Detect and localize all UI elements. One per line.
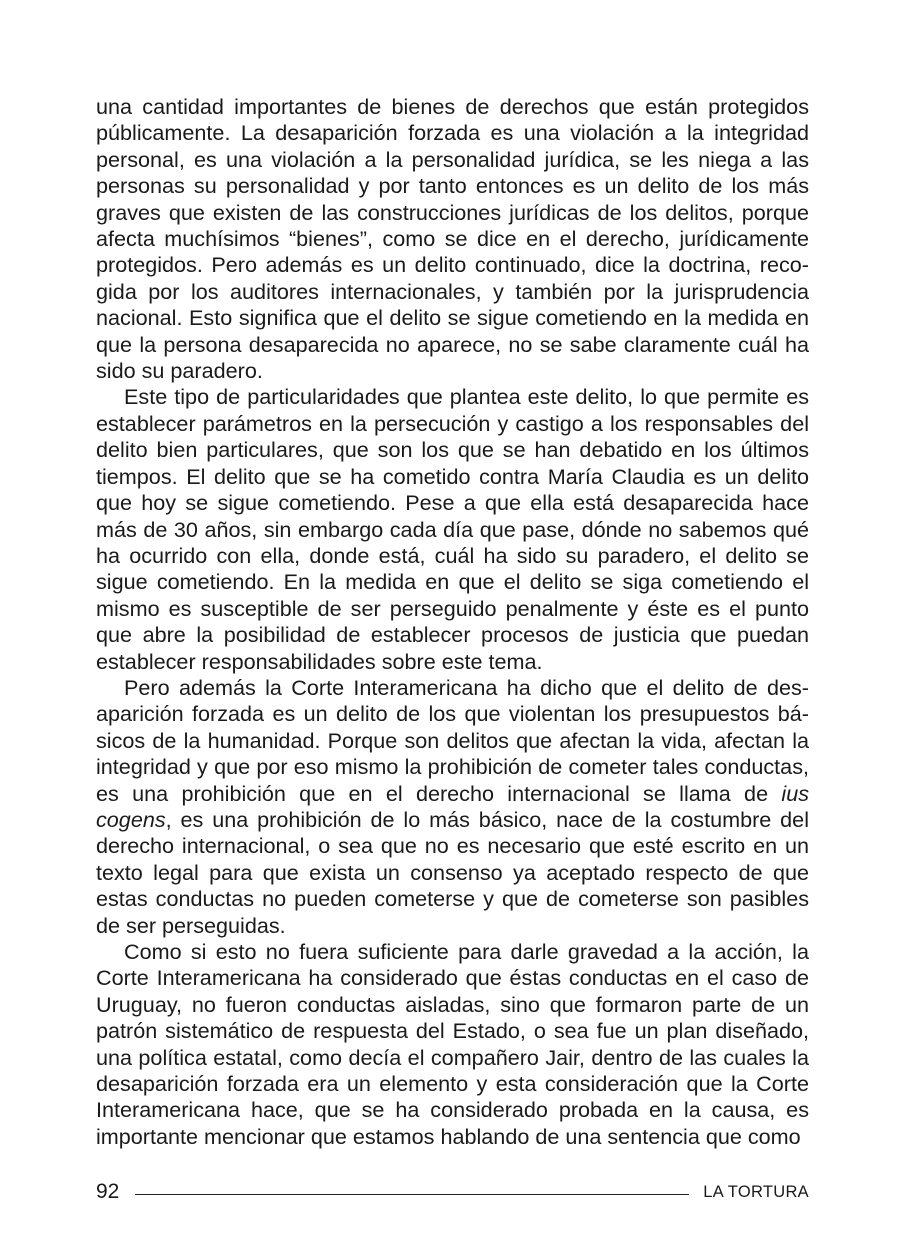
- page-body: [96, 94, 809, 1150]
- italic-term: ius cogens: [96, 780, 809, 832]
- paragraph: [96, 675, 809, 939]
- paragraph-text: Este tipo de particularidades que plantea este delito, lo que permite es establecer parámetros en la persecución y castigo a los responsables del delito bien particulares, que son los que se han debatido en los últimos tiempos. El delito que se ha cometido contra María Claudia es un delito que hoy se sigue cometiendo. Pese a que ella está desaparecida hace más de 30 años, sin embargo cada día que pase, dónde no sabemos qué ha ocurrido con ella, donde está, cuál ha sido su paradero, el delito se sigue cometiendo. En la medida en que el delito se siga cometiendo el mismo es susceptible de ser perseguido penalmente y éste es el punto que abre la posibilidad de establecer procesos de justicia que puedan establecer responsabilidades sobre este tema.: [96, 384, 809, 674]
- paragraph-text: Pero además la Corte Interamericana ha dicho que el delito de desaparición forzada es un delito de los que violentan los presupuestos básicos de la humanidad. Porque son delitos que afectan la vida, afectan la integridad y que por eso mismo la prohibición de cometer tales conductas, es una prohibición que en el derecho internacional se llama de: [96, 674, 809, 806]
- paragraph-text: Como si esto no fuera suficiente para darle gravedad a la acción, la Corte Interamericana ha considerado que éstas conductas en el caso de Uruguay, no fueron conductas aisladas, sino que formaron parte de un patrón sistemático de respuesta del Estado, o sea fue un plan diseñado, una política estatal, como decía el compañero Jair, dentro de las cuales la desaparición forzada era un elemento y esta consideración que la Corte Interamericana hace, que se ha considerado probada en la causa, es importante mencionar que estamos hablando de una sentencia que como: [96, 939, 809, 1149]
- paragraph: [96, 384, 809, 674]
- paragraph: [96, 939, 809, 1150]
- running-title: LA TORTURA: [703, 1182, 809, 1201]
- footer-rule: [135, 1194, 689, 1195]
- page-number: 92: [96, 1180, 120, 1203]
- paragraph-text: , es una prohibición de lo más básico, nace de la costumbre del derecho internacional, o sea que no es necesario que esté escrito en un texto legal para que exista un consenso ya aceptado respecto de que estas conductas no pueden cometerse y que de cometerse son pasibles de ser perseguidas.: [96, 806, 809, 938]
- paragraph: [96, 94, 809, 384]
- paragraph-text: una cantidad importantes de bienes de derechos que están protegidos públicamente. La desaparición forzada es una violación a la integridad personal, es una violación a la personalidad jurídica, se les niega a las personas su personalidad y por tanto entonces es un delito de los más graves que existen de las construcciones jurídicas de los delitos, porque afecta muchísimos “bienes”, como se dice en el derecho, jurídicamente protegidos. Pero además es un delito continuado, dice la doctrina, recogida por los auditores internacionales, y también por la jurisprudencia nacional. Esto significa que el delito se sigue cometiendo en la medida en que la persona desaparecida no aparece, no se sabe claramente cuál ha sido su paradero.: [96, 94, 809, 384]
- page-footer: [96, 1178, 809, 1206]
